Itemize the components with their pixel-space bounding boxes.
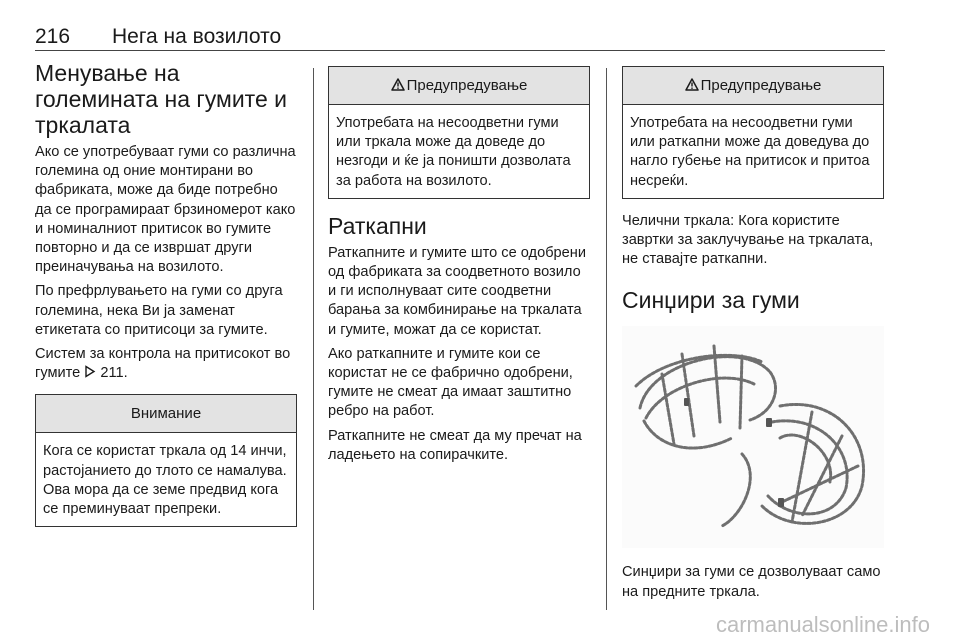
warning-triangle-icon [391,78,405,91]
column-divider-1 [313,68,314,610]
paragraph: Раткапните не смеат да му пречат на ладењето на сопирачките. [328,427,582,463]
paragraph: Ако се употребуваат гуми со различна големина од оние монтирани во фабриката, може да биде потребно да се програмираат брзиномерот како и номиналниот притисок во гумите повторно и да се извршат други преиначувања на возилото. [35,144,296,276]
column-3 [622,66,884,607]
paragraph: Ако раткапните и гумите кои се користат не се фабрично одобрени, гумите не смеат да имаат заштитно ребро на работ. [328,345,573,420]
warning-box [328,66,590,199]
snow-chain-illustration [622,326,884,548]
warning-header [623,67,883,105]
column-2 [328,66,590,470]
warning-body: Употребата на несоодветни гуми или раткапни може да доведува до нагло губење на притисок и притоа несреќи. [630,115,870,189]
header-divider [35,50,885,51]
section-heading-hubcaps: Раткапни [328,212,427,239]
paragraph-text: Систем за контрола на притисокот во гумите [35,346,291,382]
watermark: carmanualsonline.info [715,612,930,637]
section-heading-snow-chains: Синџири за гуми [622,287,800,314]
warning-body: Употребата на несоодветни гуми или тркала може да доведе до незгоди и ќе ја поништи дозволата за работа на возилото. [336,115,571,189]
paragraph: По префрлувањето на гуми со друга големина, нека Ви ја заменат етикетата со притисоци за гумите. [35,283,283,338]
running-title: Нега на возилото [112,25,282,48]
page-reference-icon [84,365,96,378]
notice-title: Внимание [36,395,296,433]
paragraph: Раткапните и гумите што се одобрени од фабриката за соодветното возило и ги исполнуваат сите соодветни барања за комбинирање на тркалата и гумите, можат да се користат. [328,244,586,338]
page-reference-link[interactable]: 211. [100,365,128,382]
column-1 [35,60,297,527]
warning-triangle-icon [685,78,699,91]
warning-title: Предупредување [700,77,822,94]
section-heading-tyre-size: Менување на големината на гумите и тркалата [35,60,287,138]
notice-box [35,394,297,527]
warning-box [622,66,884,199]
paragraph: Челични тркала: Кога користите завртки за заклучување на тркалата, не ставајте раткапни. [622,212,874,268]
paragraph-with-reference [35,345,297,383]
column-divider-2 [606,68,607,610]
notice-body: Кога се користат тркала од 14 инчи, растојанието до тлото се намалува. Ова мора да се земе предвид кога се преминуваат препреки. [43,443,287,518]
warning-header [329,67,589,105]
page-number: 216 [35,25,71,48]
figure-caption: Синџири за гуми се дозволуваат само на предните тркала. [622,564,881,600]
warning-title: Предупредување [406,77,528,94]
